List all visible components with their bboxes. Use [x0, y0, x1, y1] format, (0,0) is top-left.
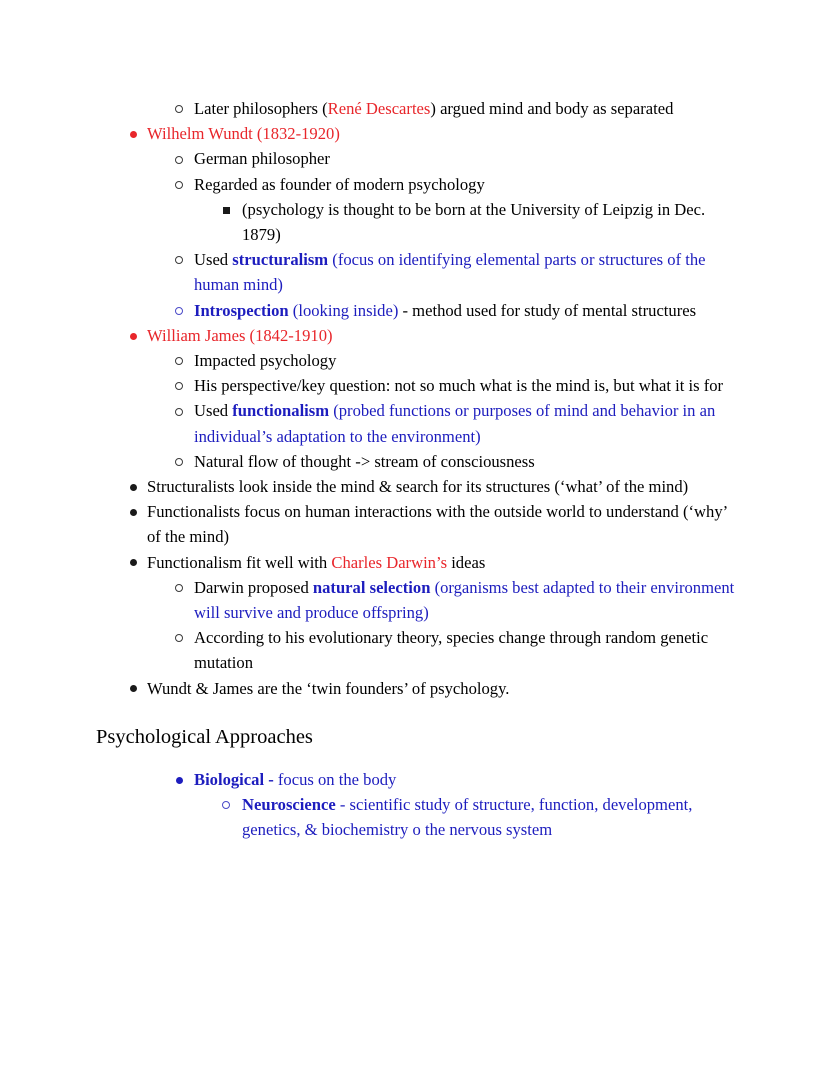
bullet-text-part: Used	[194, 401, 233, 421]
list-item	[242, 197, 743, 247]
list-item	[194, 247, 748, 297]
list-item	[147, 550, 738, 575]
bullet-text-part: focus on the body	[273, 769, 397, 789]
square-marker	[215, 197, 237, 222]
hollow-circle-marker	[168, 373, 190, 398]
list-item	[147, 121, 738, 146]
page-title: Psychological Approaches	[96, 725, 313, 748]
bullet-text-part: Later philosophers (	[194, 99, 328, 118]
list-item	[147, 676, 738, 701]
list-item-text	[147, 550, 738, 575]
bullet-text-part: (looking inside)	[288, 300, 399, 320]
list-item-text: German philosopher	[194, 149, 330, 169]
bullet-text-part: (focus on identifying elemental parts or structures of the human mind)	[194, 250, 706, 295]
list-item	[242, 792, 743, 842]
list-item	[194, 398, 748, 448]
bullet-term: structuralism	[232, 250, 329, 270]
bullet-text-part: - method used for study of mental structures	[398, 300, 697, 320]
blue-disc-marker	[168, 767, 190, 792]
list-item-text	[242, 792, 743, 842]
list-item	[147, 474, 738, 499]
list-item	[194, 373, 748, 398]
hollow-circle-marker	[168, 172, 190, 197]
list-item	[194, 449, 748, 474]
list-item-text: Functionalists focus on human interactions with the outside world to understand (‘why’ of the mind)	[147, 502, 727, 547]
bullet-text-part: Darwin proposed	[194, 577, 313, 597]
hollow-circle-marker	[168, 96, 190, 121]
list-item	[194, 767, 748, 792]
list-item-text: Structuralists look inside the mind & search for its structures (‘what’ of the mind)	[147, 477, 689, 497]
hollow-circle-blue-marker	[215, 792, 237, 817]
list-item-text	[194, 575, 748, 625]
hollow-circle-marker	[168, 247, 190, 272]
bullet-term: Biological -	[194, 769, 274, 789]
hollow-circle-marker	[168, 625, 190, 650]
bullet-text-highlight: René Descartes	[327, 99, 431, 118]
list-item	[194, 146, 748, 171]
list-item-text: Natural flow of thought -> stream of consciousness	[194, 451, 535, 471]
list-item	[194, 348, 748, 373]
bullet-text-part: ideas	[447, 552, 486, 572]
hollow-circle-marker	[168, 449, 190, 474]
bullet-text-part: Functionalism fit well with	[147, 552, 332, 572]
list-item	[147, 499, 738, 549]
list-item-text: According to his evolutionary theory, species change through random genetic mutation	[194, 628, 709, 673]
hollow-circle-marker	[168, 348, 190, 373]
list-item	[194, 298, 748, 323]
list-item-text: Impacted psychology	[194, 351, 337, 371]
list-item-text	[194, 398, 748, 448]
black-disc-marker	[122, 676, 144, 701]
list-item-text	[194, 298, 748, 323]
section-spacer	[0, 701, 828, 723]
red-disc-marker	[122, 121, 144, 146]
hollow-circle-blue-marker	[168, 298, 190, 323]
list-item-text: William James (1842-1910)	[147, 325, 333, 345]
list-item	[194, 575, 748, 625]
list-item-text	[194, 96, 748, 121]
list-item	[194, 172, 748, 197]
bullet-text-part: - scientific study of structure, function, development, genetics, & biochemistry o the nervous system	[242, 795, 693, 840]
black-disc-marker	[122, 474, 144, 499]
hollow-circle-marker	[168, 575, 190, 600]
list-item-text	[194, 767, 748, 792]
list-item	[194, 96, 748, 121]
bullet-text-part: (probed functions or purposes of mind and behavior in an individual’s adaptation to the environment)	[194, 401, 716, 446]
bullet-term: Neuroscience	[242, 795, 336, 815]
bullet-term: functionalism	[232, 401, 330, 421]
black-disc-marker	[122, 550, 144, 575]
bullet-text-part: (organisms best adapted to their environment will survive and produce offspring)	[194, 577, 735, 623]
bullet-text-highlight: Charles Darwin’s	[331, 552, 448, 572]
bullet-text-part: ) argued mind and body as separated	[430, 99, 674, 118]
list-item-text: Wundt & James are the ‘twin founders’ of psychology.	[147, 678, 510, 698]
hollow-circle-marker	[168, 398, 190, 423]
list-item-text: (psychology is thought to be born at the University of Leipzig in Dec. 1879)	[242, 199, 706, 245]
list-item-text: Wilhelm Wundt (1832-1920)	[147, 124, 340, 144]
bullet-term: Introspection	[194, 300, 289, 320]
bullet-text-part: Used	[194, 250, 233, 270]
list-item-text	[194, 247, 748, 297]
red-disc-marker	[122, 323, 144, 348]
list-item	[194, 625, 748, 675]
list-item-text: Regarded as founder of modern psychology	[194, 174, 485, 194]
black-disc-marker	[122, 499, 144, 524]
list-item-text: His perspective/key question: not so much what is the mind is, but what it is for	[194, 376, 724, 396]
list-item	[147, 323, 738, 348]
heading-spacer	[0, 751, 828, 767]
bullet-term: natural selection	[312, 577, 431, 597]
hollow-circle-marker	[168, 146, 190, 171]
